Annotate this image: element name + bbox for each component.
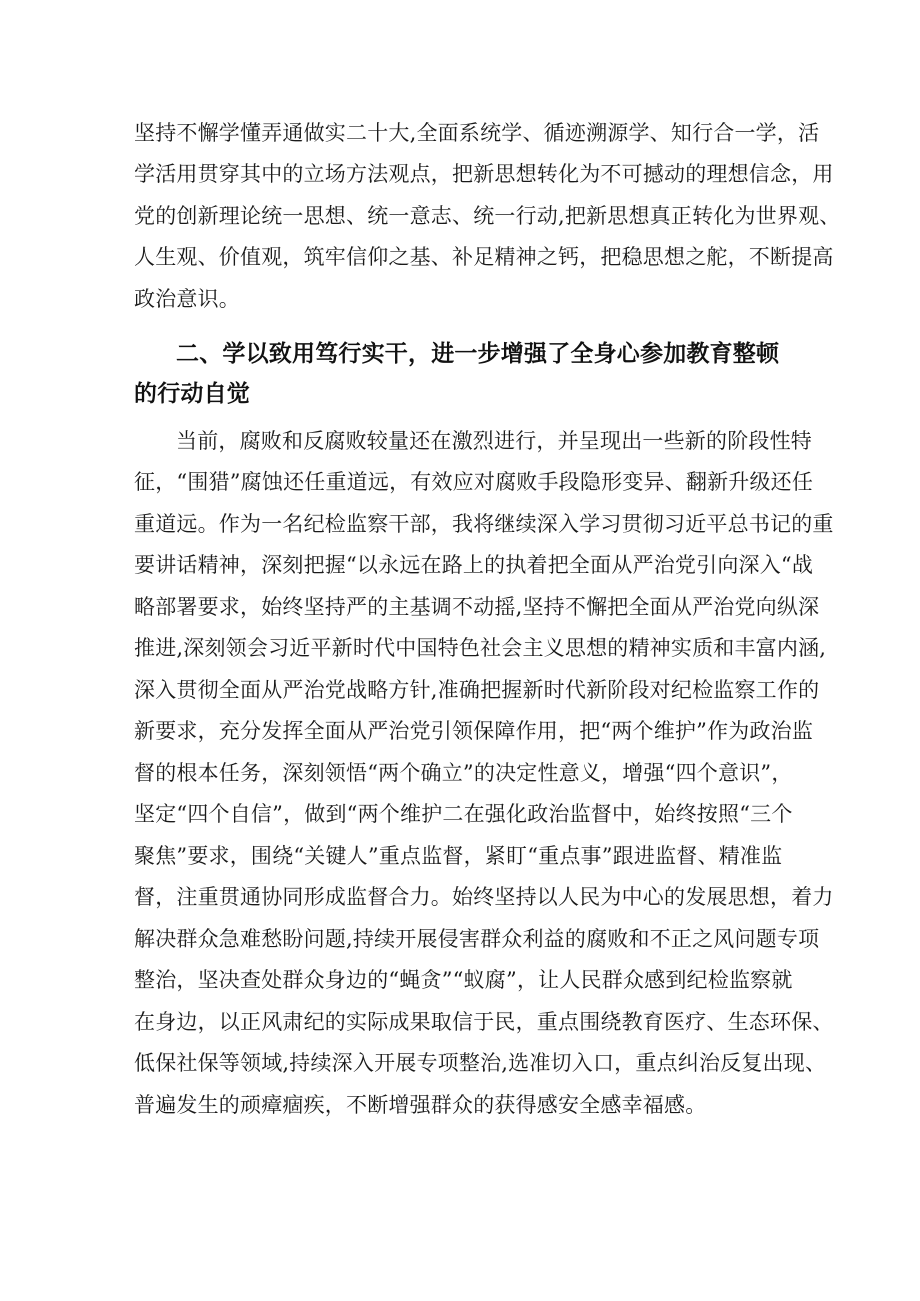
paragraph-2-line: 重道远。作为一名纪检监察干部，我将继续深入学习贯彻习近平总书记的重 — [134, 512, 834, 536]
paragraph-2-line: 解决群众急难愁盼问题,持续开展侵害群众利益的腐败和不正之风问题专项 — [134, 927, 820, 951]
paragraph-2-line: 坚定“四个自信”，做到“两个维护二在强化政治监督中，始终按照“三个 — [134, 802, 793, 826]
section-heading: 的行动自觉 — [134, 381, 250, 407]
paragraph-2-line: 督的根本任务，深刻领悟“两个确立”的决定性意义，增强“四个意识”， — [134, 761, 793, 785]
paragraph-2-line: 低保社保等领域,持续深入开展专项整治,选准切入口，重点纠治反复出现、 — [134, 1051, 827, 1075]
paragraph-2-line: 深入贯彻全面从严治党战略方针,准确把握新时代新阶段对纪检监察工作的 — [134, 678, 820, 702]
paragraph-1-line: 坚持不懈学懂弄通做实二十大,全面系统学、循迹溯源学、知行合一学，活 — [134, 121, 820, 145]
paragraph-2-line: 当前，腐败和反腐败较量还在激烈进行，并呈现出一些新的阶段性特 — [176, 429, 812, 453]
paragraph-2-line: 新要求，充分发挥全面从严治党引领保障作用，把“两个维护”作为政治监 — [134, 719, 814, 743]
section-heading: 二、学以致用笃行实干，进一步增强了全身心参加教育整顿 — [176, 341, 780, 367]
paragraph-1-line: 学活用贯穿其中的立场方法观点，把新思想转化为不可撼动的理想信念，用 — [134, 162, 834, 186]
paragraph-1-line: 政治意识。 — [134, 287, 240, 311]
paragraph-2-line: 督，注重贯通协同形成监督合力。始终坚持以人民为中心的发展思想，着力 — [134, 885, 834, 909]
paragraph-1-line: 党的创新理论统一思想、统一意志、统一行动,把新思想真正转化为世界观、 — [134, 204, 841, 228]
paragraph-2-line: 在身边，以正风肃纪的实际成果取信于民，重点围绕教育医疗、生态环保、 — [134, 1010, 834, 1034]
paragraph-2-line: 略部署要求，始终坚持严的主基调不动摇,坚持不懈把全面从严治党向纵深 — [134, 595, 820, 619]
paragraph-1-line: 人生观、价值观，筑牢信仰之基、补足精神之钙，把稳思想之舵，不断提高 — [134, 245, 834, 269]
paragraph-2-line: 普遍发生的顽瘴痼疾，不断增强群众的获得感安全感幸福感。 — [134, 1093, 707, 1117]
paragraph-2-line: 聚焦”要求，围绕“关键人”重点监督，紧盯“重点事”跟进监督、精准监 — [134, 844, 783, 868]
paragraph-2-line: 征，“围猎”腐蚀还任重道远，有效应对腐败手段隐形变异、翻新升级还任 — [134, 470, 814, 494]
paragraph-2-line: 整治，坚决查处群众身边的“蝇贪”“蚁腐”，让人民群众感到纪检监察就 — [134, 968, 793, 992]
paragraph-2-line: 推进,深刻领会习近平新时代中国特色社会主义思想的精神实质和丰富内涵, — [134, 636, 827, 660]
paragraph-2-line: 要讲话精神，深刻把握“以永远在路上的执着把全面从严治党引向深入“战 — [134, 553, 814, 577]
